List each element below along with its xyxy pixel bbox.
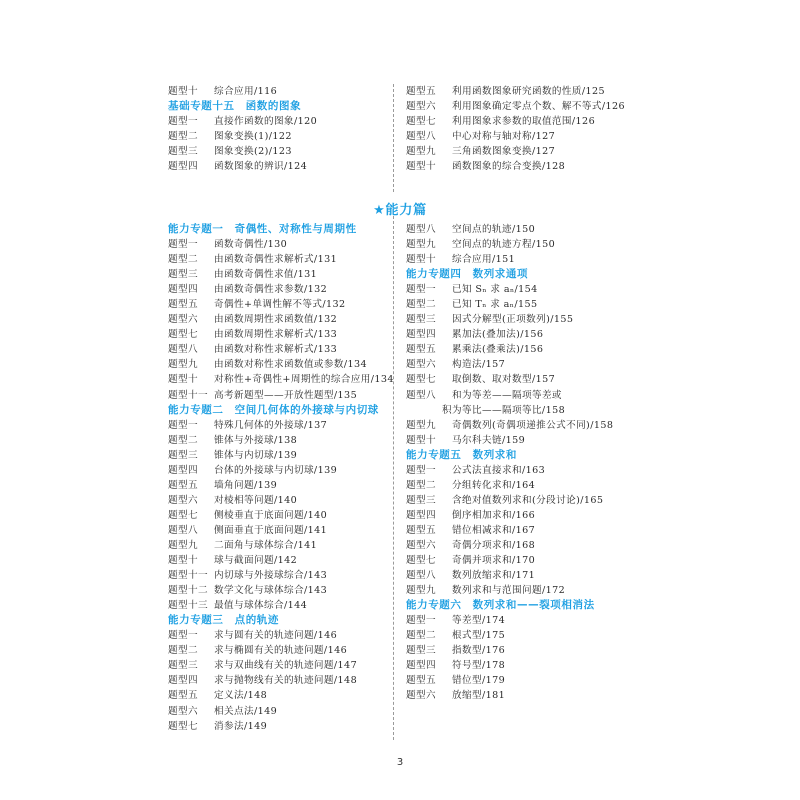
toc-entry xyxy=(168,658,383,673)
entry-title-page: 综合应用/151 xyxy=(452,254,516,266)
entry-title-page: 相关点法/149 xyxy=(214,705,278,717)
toc-entry xyxy=(168,478,383,493)
question-type-label: 题型三 xyxy=(168,660,198,672)
question-type-label: 题型七 xyxy=(168,509,198,521)
toc-entry xyxy=(406,144,621,159)
toc-entry xyxy=(168,252,383,267)
entry-title-page: 墙角问题/139 xyxy=(214,479,278,491)
toc-entry xyxy=(168,673,383,688)
entry-title-page: 由函数对称性求函数值或参数/134 xyxy=(214,359,368,371)
question-type-label: 题型五 xyxy=(406,86,436,97)
toc-entry xyxy=(168,282,383,297)
entry-title-page: 球与截面问题/142 xyxy=(214,555,298,567)
entry-title-page: 符号型/178 xyxy=(452,660,506,672)
question-type-label: 题型十 xyxy=(168,555,198,567)
entry-title-page: 奇偶并项求和/170 xyxy=(452,555,536,567)
question-type-label: 题型六 xyxy=(168,314,198,326)
topic-heading: 能力专题一 奇偶性、对称性与周期性 xyxy=(168,223,357,235)
question-type-label: 题型四 xyxy=(406,660,436,672)
entry-title-page: 高考新题型——开放性题型/135 xyxy=(214,389,358,401)
question-type-label: 题型五 xyxy=(406,675,436,687)
entry-title-page: 图象变换(1)/122 xyxy=(214,131,292,143)
question-type-label: 题型八 xyxy=(168,524,198,536)
entry-title-page: 三角函数图象变换/127 xyxy=(452,146,556,158)
toc-entry xyxy=(406,463,621,478)
question-type-label: 题型十一 xyxy=(168,389,208,401)
question-type-label: 题型九 xyxy=(168,359,198,371)
entry-title-page: 奇偶性+单调性解不等式/132 xyxy=(214,299,346,311)
question-type-label: 题型一 xyxy=(168,116,198,128)
toc-entry xyxy=(168,372,394,387)
toc-entry xyxy=(168,523,383,538)
toc-entry xyxy=(406,613,621,628)
entry-title-page: 空间点的轨迹方程/150 xyxy=(452,239,556,251)
toc-entry xyxy=(406,433,621,448)
toc-entry xyxy=(168,433,383,448)
toc-entry xyxy=(406,478,621,493)
toc-entry xyxy=(168,628,383,643)
question-type-label: 题型二 xyxy=(406,299,436,311)
toc-entry xyxy=(168,418,383,433)
question-type-label: 题型三 xyxy=(406,494,436,506)
column-divider-upper xyxy=(393,84,394,192)
question-type-label: 题型八 xyxy=(168,344,198,356)
question-type-label: 题型四 xyxy=(168,284,198,296)
toc-entry xyxy=(168,643,383,658)
toc-entry xyxy=(168,553,383,568)
question-type-label: 题型十 xyxy=(168,86,198,97)
toc-entry xyxy=(168,508,383,523)
toc-entry xyxy=(406,688,621,703)
entry-title-page: 倒序相加求和/166 xyxy=(452,509,536,521)
entry-title-page: 特殊几何体的外接球/137 xyxy=(214,419,328,431)
question-type-label: 题型三 xyxy=(406,645,436,657)
question-type-label: 题型十 xyxy=(406,254,436,266)
question-type-label: 题型四 xyxy=(168,161,198,173)
entry-title-page: 由函数周期性求解析式/133 xyxy=(214,329,338,341)
entry-title-page: 奇偶数列(奇偶项递推公式不同)/158 xyxy=(452,419,614,431)
entry-title-page: 侧面垂直于底面问题/141 xyxy=(214,524,328,536)
toc-entry xyxy=(406,583,621,598)
toc-entry xyxy=(168,538,383,553)
entry-title-page: 函数图象的辨识/124 xyxy=(214,161,308,173)
entry-title-page: 函数图象的综合变换/128 xyxy=(452,161,566,173)
entry-title-page: 求与圆有关的轨迹问题/146 xyxy=(214,630,338,642)
entry-title-page: 已知 Tₙ 求 aₙ/155 xyxy=(452,299,538,311)
entry-title-page: 放缩型/181 xyxy=(452,690,506,702)
entry-title-page: 对棱相等问题/140 xyxy=(214,494,298,506)
question-type-label: 题型一 xyxy=(168,239,198,251)
entry-title-page: 根式型/175 xyxy=(452,630,506,642)
question-type-label: 题型四 xyxy=(168,675,198,687)
question-type-label: 题型四 xyxy=(406,329,436,341)
question-type-label: 题型四 xyxy=(168,464,198,476)
question-type-label: 题型八 xyxy=(406,570,436,582)
entry-title-page: 数学文化与球体综合/143 xyxy=(214,585,328,597)
toc-entry xyxy=(406,418,621,433)
topic-heading: 能力专题二 空间几何体的外接球与内切球 xyxy=(168,403,379,416)
question-type-label: 题型二 xyxy=(406,630,436,642)
toc-entry xyxy=(406,508,621,523)
toc-entry xyxy=(168,583,383,598)
lower-left-column xyxy=(168,222,394,734)
entry-title-page: 马尔科夫链/159 xyxy=(452,434,526,446)
entry-title-page: 内切球与外接球综合/143 xyxy=(214,570,328,582)
entry-title-page: 由函数周期性求函数值/132 xyxy=(214,314,338,326)
toc-entry xyxy=(168,448,383,463)
question-type-label: 题型三 xyxy=(168,146,198,158)
toc-entry xyxy=(168,84,383,99)
question-type-label: 题型四 xyxy=(406,509,436,521)
question-type-label: 题型一 xyxy=(406,284,436,296)
toc-entry xyxy=(168,297,383,312)
question-type-label: 题型六 xyxy=(168,494,198,506)
lower-right-column xyxy=(406,222,621,704)
entry-title-page: 直接作函数的图象/120 xyxy=(214,116,318,128)
entry-title-page: 累乘法(叠乘法)/156 xyxy=(452,344,544,356)
toc-entry xyxy=(406,372,621,387)
toc-entry xyxy=(406,222,621,237)
toc-entry xyxy=(406,493,621,508)
toc-entry xyxy=(406,114,621,129)
question-type-label: 题型二 xyxy=(168,645,198,657)
toc-entry xyxy=(168,267,383,282)
question-type-label: 题型九 xyxy=(168,539,198,551)
question-type-label: 题型三 xyxy=(168,449,198,461)
upper-right-column xyxy=(406,84,626,174)
entry-title-page: 和为等差——隔项等差或 xyxy=(452,389,562,401)
toc-entry xyxy=(406,388,621,403)
question-type-label: 题型五 xyxy=(406,344,436,356)
entry-title-page: 由函数奇偶性求解析式/131 xyxy=(214,254,338,266)
question-type-label: 题型九 xyxy=(406,585,436,597)
toc-entry xyxy=(406,297,621,312)
question-type-label: 题型二 xyxy=(406,479,436,491)
question-type-label: 题型六 xyxy=(406,359,436,371)
entry-title-page: 取倒数、取对数型/157 xyxy=(452,374,556,386)
entry-title-page: 侧棱垂直于底面问题/140 xyxy=(214,509,328,521)
entry-title-page: 求与椭圆有关的轨迹问题/146 xyxy=(214,645,348,657)
toc-entry xyxy=(406,237,621,252)
toc-entry xyxy=(168,312,383,327)
entry-title-page: 锥体与外接球/138 xyxy=(214,434,298,446)
upper-left-column xyxy=(168,84,383,174)
toc-entry xyxy=(168,144,383,159)
question-type-label: 题型七 xyxy=(406,374,436,386)
toc-entry xyxy=(168,463,383,478)
entry-title-page: 奇偶分项求和/168 xyxy=(452,539,536,551)
question-type-label: 题型五 xyxy=(406,524,436,536)
question-type-label: 题型八 xyxy=(406,224,436,235)
question-type-label: 题型九 xyxy=(406,419,436,431)
toc-entry xyxy=(406,159,621,174)
toc-entry xyxy=(406,99,626,114)
question-type-label: 题型六 xyxy=(406,539,436,551)
entry-title-page: 指数型/176 xyxy=(452,645,506,657)
entry-title-page: 台体的外接球与内切球/139 xyxy=(214,464,338,476)
question-type-label: 题型五 xyxy=(168,479,198,491)
entry-title-page: 等差型/174 xyxy=(452,615,506,627)
entry-title-page: 数列放缩求和/171 xyxy=(452,570,536,582)
entry-title-page: 已知 Sₙ 求 aₙ/154 xyxy=(452,284,538,296)
question-type-label: 题型八 xyxy=(406,131,436,143)
toc-entry-continuation: 积为等比——隔项等比/158 xyxy=(442,404,566,416)
page-number: 3 xyxy=(396,757,404,768)
toc-entry xyxy=(406,568,621,583)
entry-title-page: 利用图象确定零点个数、解不等式/126 xyxy=(452,101,626,113)
question-type-label: 题型二 xyxy=(168,434,198,446)
question-type-label: 题型七 xyxy=(168,329,198,341)
toc-entry xyxy=(406,84,621,99)
entry-title-page: 图象变换(2)/123 xyxy=(214,146,292,158)
entry-title-page: 中心对称与轴对称/127 xyxy=(452,131,556,143)
question-type-label: 题型一 xyxy=(168,630,198,642)
entry-title-page: 锥体与内切球/139 xyxy=(214,449,298,461)
question-type-label: 题型九 xyxy=(406,239,436,251)
entry-title-page: 构造法/157 xyxy=(452,359,506,371)
question-type-label: 题型七 xyxy=(406,116,436,128)
question-type-label: 题型八 xyxy=(406,389,436,401)
toc-entry xyxy=(406,129,621,144)
question-type-label: 题型七 xyxy=(406,555,436,567)
toc-entry xyxy=(168,598,383,613)
toc-entry xyxy=(406,312,621,327)
question-type-label: 题型十 xyxy=(406,161,436,173)
question-type-label: 题型二 xyxy=(168,131,198,143)
question-type-label: 题型十二 xyxy=(168,585,208,597)
toc-entry xyxy=(406,538,621,553)
toc-entry xyxy=(406,628,621,643)
entry-title-page: 累加法(叠加法)/156 xyxy=(452,329,544,341)
entry-title-page: 公式法直接求和/163 xyxy=(452,464,546,476)
question-type-label: 题型二 xyxy=(168,254,198,266)
toc-entry xyxy=(168,129,383,144)
question-type-label: 题型六 xyxy=(406,690,436,702)
entry-title-page: 由函数对称性求解析式/133 xyxy=(214,344,338,356)
topic-heading: 基础专题十五 函数的图象 xyxy=(168,100,302,113)
toc-entry xyxy=(406,252,621,267)
column-divider-lower xyxy=(393,216,394,740)
entry-title-page: 数列求和与范围问题/172 xyxy=(452,585,566,597)
question-type-label: 题型十三 xyxy=(168,600,208,612)
toc-entry xyxy=(406,327,621,342)
toc-entry xyxy=(168,388,383,403)
topic-heading: 能力专题五 数列求和 xyxy=(406,448,517,461)
question-type-label: 题型十一 xyxy=(168,570,208,582)
question-type-label: 题型一 xyxy=(168,419,198,431)
question-type-label: 题型五 xyxy=(168,299,198,311)
toc-entry xyxy=(406,342,621,357)
question-type-label: 题型十 xyxy=(168,374,198,386)
toc-entry xyxy=(406,553,621,568)
entry-title-page: 二面角与球体综合/141 xyxy=(214,539,318,551)
section-title: ★能力篇 xyxy=(373,203,427,218)
question-type-label: 题型一 xyxy=(406,615,436,627)
entry-title-page: 由函数奇偶性求参数/132 xyxy=(214,284,328,296)
question-type-label: 题型六 xyxy=(406,101,436,113)
entry-title-page: 空间点的轨迹/150 xyxy=(452,224,536,235)
toc-entry xyxy=(406,658,621,673)
question-type-label: 题型五 xyxy=(168,690,198,702)
entry-title-page: 利用函数图象研究函数的性质/125 xyxy=(452,86,606,97)
entry-title-page: 分组转化求和/164 xyxy=(452,479,536,491)
topic-heading: 能力专题四 数列求通项 xyxy=(406,268,529,281)
toc-entry xyxy=(168,327,383,342)
entry-title-page: 定义法/148 xyxy=(214,690,268,702)
entry-title-page: 综合应用/116 xyxy=(214,86,278,97)
entry-title-page: 消参法/149 xyxy=(214,720,268,732)
entry-title-page: 函数奇偶性/130 xyxy=(214,239,288,251)
entry-title-page: 利用图象求参数的取值范围/126 xyxy=(452,116,596,128)
entry-title-page: 求与双曲线有关的轨迹问题/147 xyxy=(214,660,358,672)
toc-entry xyxy=(168,568,383,583)
entry-title-page: 含绝对值数列求和(分段讨论)/165 xyxy=(452,494,604,506)
entry-title-page: 对称性+奇偶性+周期性的综合应用/134 xyxy=(214,374,394,386)
question-type-label: 题型六 xyxy=(168,705,198,717)
entry-title-page: 因式分解型(正项数列)/155 xyxy=(452,314,574,326)
toc-entry xyxy=(168,688,383,703)
entry-title-page: 求与抛物线有关的轨迹问题/148 xyxy=(214,675,358,687)
toc-entry xyxy=(168,704,383,719)
entry-title-page: 错位型/179 xyxy=(452,675,506,687)
topic-heading: 能力专题三 点的轨迹 xyxy=(168,614,279,627)
question-type-label: 题型十 xyxy=(406,434,436,446)
question-type-label: 题型三 xyxy=(406,314,436,326)
toc-entry xyxy=(168,342,383,357)
question-type-label: 题型七 xyxy=(168,720,198,732)
question-type-label: 题型九 xyxy=(406,146,436,158)
question-type-label: 题型一 xyxy=(406,464,436,476)
toc-entry xyxy=(406,282,621,297)
toc-entry xyxy=(406,357,621,372)
entry-title-page: 由函数奇偶性求值/131 xyxy=(214,269,318,281)
toc-entry xyxy=(406,523,621,538)
topic-heading: 能力专题六 数列求和——裂项相消法 xyxy=(406,599,595,612)
toc-entry xyxy=(168,357,383,372)
question-type-label: 题型三 xyxy=(168,269,198,281)
toc-entry xyxy=(406,673,621,688)
toc-entry xyxy=(168,719,383,734)
toc-entry xyxy=(168,493,383,508)
toc-entry xyxy=(168,114,383,129)
entry-title-page: 错位相减求和/167 xyxy=(452,524,536,536)
entry-title-page: 最值与球体综合/144 xyxy=(214,600,308,612)
toc-entry xyxy=(406,643,621,658)
toc-entry xyxy=(168,237,383,252)
toc-entry xyxy=(168,159,383,174)
